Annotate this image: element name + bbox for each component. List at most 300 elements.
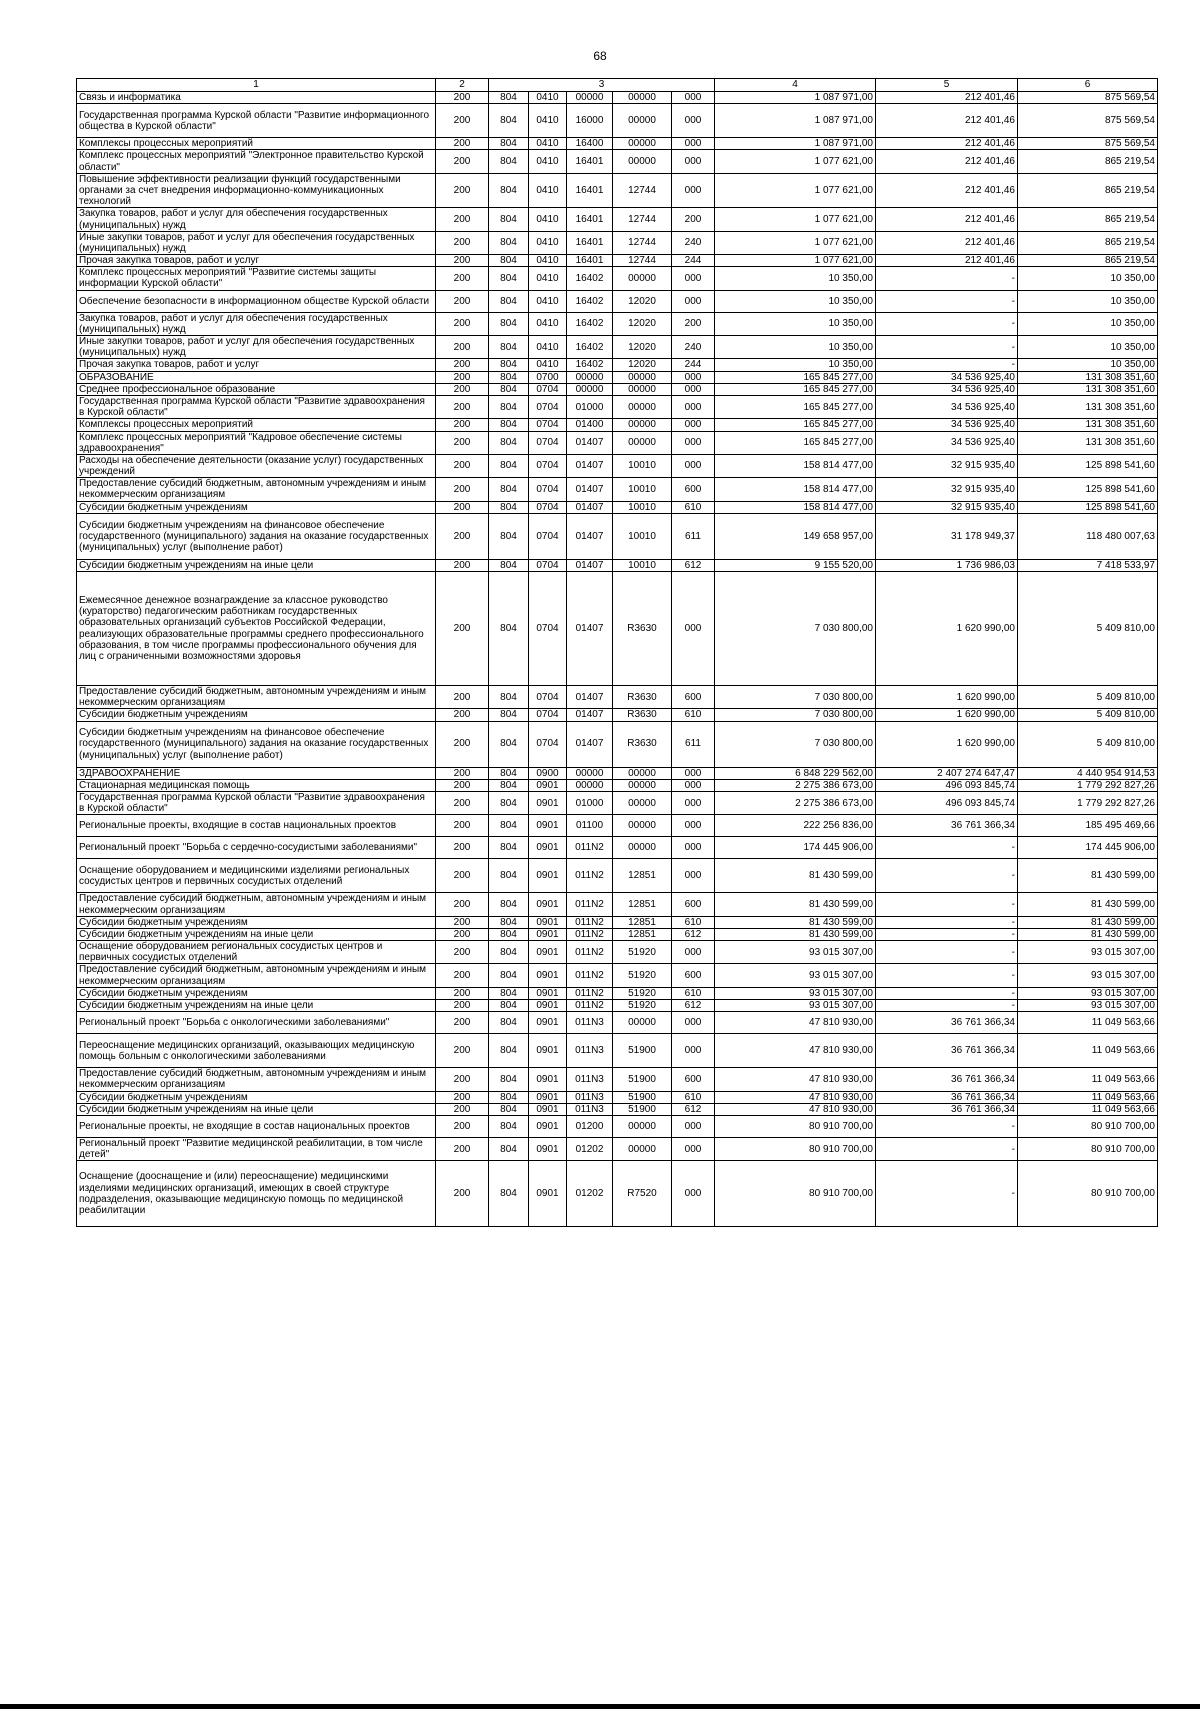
cell-col-4: 10 350,00: [715, 312, 876, 335]
cell-col-6: 875 569,54: [1018, 104, 1158, 138]
cell-col-4: 2 275 386 673,00: [715, 791, 876, 814]
cell-name: Переоснащение медицинских организаций, оказывающих медицинскую помощь больным с онкологическими заболеваниями: [77, 1034, 436, 1068]
cell-col-5: -: [876, 290, 1018, 312]
cell-name: Субсидии бюджетным учреждениям на иные цели: [77, 559, 436, 571]
cell-col-3b: 0901: [529, 1068, 567, 1091]
cell-col-2: 200: [436, 837, 489, 859]
cell-col-4: 149 658 957,00: [715, 513, 876, 559]
cell-col-3d: 10010: [613, 559, 672, 571]
cell-col-6: 81 430 599,00: [1018, 916, 1158, 928]
cell-col-3a: 804: [489, 837, 529, 859]
cell-col-2: 200: [436, 255, 489, 267]
page-bottom-border: [0, 1704, 1200, 1709]
cell-col-3e: 600: [672, 1068, 715, 1091]
header-row: [77, 79, 1158, 92]
cell-col-3c: 16401: [567, 173, 613, 208]
table-row: [77, 1161, 1158, 1227]
cell-col-3a: 804: [489, 1161, 529, 1227]
cell-col-3d: 51920: [613, 987, 672, 999]
cell-name: ОБРАЗОВАНИЕ: [77, 371, 436, 383]
cell-col-3c: 011N2: [567, 916, 613, 928]
cell-col-3a: 804: [489, 1137, 529, 1160]
cell-col-3c: 011N2: [567, 859, 613, 893]
cell-col-6: 875 569,54: [1018, 92, 1158, 104]
cell-col-6: 11 049 563,66: [1018, 1091, 1158, 1103]
cell-col-5: 212 401,46: [876, 92, 1018, 104]
table-row: [77, 231, 1158, 254]
cell-col-4: 1 077 621,00: [715, 231, 876, 254]
cell-col-4: 1 077 621,00: [715, 150, 876, 173]
cell-col-3d: 12851: [613, 928, 672, 940]
cell-col-3e: 610: [672, 1091, 715, 1103]
table-row: [77, 572, 1158, 686]
cell-name: Субсидии бюджетным учреждениям на иные цели: [77, 1000, 436, 1012]
cell-col-3e: 600: [672, 478, 715, 501]
cell-col-3c: 011N2: [567, 928, 613, 940]
cell-name: Иные закупки товаров, работ и услуг для обеспечения государственных (муниципальных) нужд: [77, 336, 436, 359]
cell-col-4: 81 430 599,00: [715, 859, 876, 893]
cell-col-6: 5 409 810,00: [1018, 572, 1158, 686]
table-row: [77, 92, 1158, 104]
cell-col-2: 200: [436, 916, 489, 928]
cell-col-5: 34 536 925,40: [876, 395, 1018, 418]
table-row: [77, 767, 1158, 779]
cell-name: Предоставление субсидий бюджетным, автономным учреждениям и иным некоммерческим организациям: [77, 893, 436, 916]
cell-col-3e: 000: [672, 454, 715, 477]
header-col-5: 5: [876, 79, 1018, 92]
cell-col-6: 11 049 563,66: [1018, 1068, 1158, 1091]
cell-col-2: 200: [436, 987, 489, 999]
cell-col-3e: 000: [672, 815, 715, 837]
cell-name: Предоставление субсидий бюджетным, автономным учреждениям и иным некоммерческим организациям: [77, 964, 436, 987]
cell-col-5: 34 536 925,40: [876, 419, 1018, 431]
cell-col-3d: 12851: [613, 893, 672, 916]
cell-col-4: 10 350,00: [715, 336, 876, 359]
cell-col-3d: 00000: [613, 92, 672, 104]
cell-col-5: 32 915 935,40: [876, 478, 1018, 501]
cell-col-3c: 01407: [567, 513, 613, 559]
table-row: [77, 709, 1158, 721]
cell-col-3e: 000: [672, 150, 715, 173]
cell-col-6: 81 430 599,00: [1018, 859, 1158, 893]
cell-col-3e: 244: [672, 255, 715, 267]
cell-col-6: 865 219,54: [1018, 208, 1158, 231]
cell-col-6: 131 308 351,60: [1018, 383, 1158, 395]
cell-col-3b: 0901: [529, 1103, 567, 1115]
cell-col-3b: 0901: [529, 779, 567, 791]
table-row: [77, 312, 1158, 335]
cell-col-2: 200: [436, 383, 489, 395]
cell-col-3e: 000: [672, 290, 715, 312]
cell-col-2: 200: [436, 779, 489, 791]
cell-col-3b: 0704: [529, 478, 567, 501]
cell-col-3e: 000: [672, 572, 715, 686]
cell-col-3a: 804: [489, 559, 529, 571]
cell-col-4: 7 030 800,00: [715, 709, 876, 721]
cell-col-2: 200: [436, 559, 489, 571]
cell-col-3d: R3630: [613, 572, 672, 686]
cell-col-3d: 10010: [613, 454, 672, 477]
cell-col-4: 158 814 477,00: [715, 478, 876, 501]
cell-col-3d: 00000: [613, 138, 672, 150]
cell-col-3e: 600: [672, 964, 715, 987]
cell-col-6: 10 350,00: [1018, 336, 1158, 359]
cell-col-3e: 200: [672, 312, 715, 335]
cell-col-3d: 12744: [613, 255, 672, 267]
cell-col-3e: 240: [672, 336, 715, 359]
cell-col-5: -: [876, 1115, 1018, 1137]
cell-col-3a: 804: [489, 928, 529, 940]
cell-col-3d: 12020: [613, 336, 672, 359]
cell-col-6: 865 219,54: [1018, 173, 1158, 208]
cell-col-3e: 000: [672, 779, 715, 791]
cell-col-3d: 51920: [613, 964, 672, 987]
cell-col-2: 200: [436, 815, 489, 837]
cell-col-4: 47 810 930,00: [715, 1034, 876, 1068]
cell-col-3a: 804: [489, 336, 529, 359]
cell-col-4: 1 077 621,00: [715, 208, 876, 231]
cell-col-6: 93 015 307,00: [1018, 941, 1158, 964]
cell-col-5: -: [876, 941, 1018, 964]
cell-col-2: 200: [436, 1137, 489, 1160]
cell-col-3c: 01100: [567, 815, 613, 837]
cell-col-6: 11 049 563,66: [1018, 1034, 1158, 1068]
cell-col-3e: 610: [672, 709, 715, 721]
cell-col-2: 200: [436, 267, 489, 290]
cell-col-3b: 0410: [529, 267, 567, 290]
cell-col-6: 10 350,00: [1018, 359, 1158, 371]
cell-col-3c: 16400: [567, 138, 613, 150]
table-row: [77, 779, 1158, 791]
cell-col-3a: 804: [489, 231, 529, 254]
cell-col-3c: 01000: [567, 791, 613, 814]
table-row: [77, 893, 1158, 916]
cell-col-3a: 804: [489, 359, 529, 371]
cell-col-5: 2 407 274 647,47: [876, 767, 1018, 779]
cell-col-5: 212 401,46: [876, 208, 1018, 231]
table-row: [77, 138, 1158, 150]
cell-col-2: 200: [436, 767, 489, 779]
cell-name: Субсидии бюджетным учреждениям: [77, 916, 436, 928]
cell-col-3b: 0704: [529, 513, 567, 559]
cell-col-3e: 000: [672, 1034, 715, 1068]
cell-col-6: 93 015 307,00: [1018, 1000, 1158, 1012]
cell-col-2: 200: [436, 709, 489, 721]
cell-col-3b: 0901: [529, 1161, 567, 1227]
cell-name: Государственная программа Курской области "Развитие здравоохранения в Курской области": [77, 395, 436, 418]
table-row: [77, 837, 1158, 859]
cell-col-3c: 00000: [567, 383, 613, 395]
cell-col-5: -: [876, 987, 1018, 999]
cell-col-3e: 611: [672, 721, 715, 767]
table-row: [77, 1115, 1158, 1137]
cell-name: Повышение эффективности реализации функций государственными органами за счет внедрения информационно-коммуникационных технологий: [77, 173, 436, 208]
cell-col-5: 1 620 990,00: [876, 721, 1018, 767]
cell-col-3b: 0410: [529, 173, 567, 208]
cell-col-3e: 000: [672, 104, 715, 138]
cell-name: Стационарная медицинская помощь: [77, 779, 436, 791]
cell-col-4: 158 814 477,00: [715, 454, 876, 477]
cell-name: Среднее профессиональное образование: [77, 383, 436, 395]
cell-col-3b: 0900: [529, 767, 567, 779]
cell-col-3c: 16000: [567, 104, 613, 138]
cell-col-3a: 804: [489, 419, 529, 431]
cell-col-2: 200: [436, 138, 489, 150]
cell-col-3a: 804: [489, 893, 529, 916]
cell-col-3b: 0901: [529, 1115, 567, 1137]
header-col-1: 1: [77, 79, 436, 92]
table-row: [77, 941, 1158, 964]
cell-col-3a: 804: [489, 150, 529, 173]
cell-col-3b: 0704: [529, 686, 567, 709]
cell-col-6: 865 219,54: [1018, 231, 1158, 254]
cell-col-2: 200: [436, 1034, 489, 1068]
cell-col-4: 2 275 386 673,00: [715, 779, 876, 791]
cell-col-2: 200: [436, 686, 489, 709]
header-col-4: 4: [715, 79, 876, 92]
table-row: [77, 1068, 1158, 1091]
cell-col-3a: 804: [489, 290, 529, 312]
cell-col-3b: 0410: [529, 290, 567, 312]
cell-col-5: 496 093 845,74: [876, 791, 1018, 814]
cell-col-5: 496 093 845,74: [876, 779, 1018, 791]
cell-name: Субсидии бюджетным учреждениям: [77, 1091, 436, 1103]
cell-col-2: 200: [436, 312, 489, 335]
cell-col-4: 6 848 229 562,00: [715, 767, 876, 779]
cell-col-4: 158 814 477,00: [715, 501, 876, 513]
table-row: [77, 255, 1158, 267]
cell-col-2: 200: [436, 359, 489, 371]
cell-col-3a: 804: [489, 1115, 529, 1137]
cell-col-3d: 10010: [613, 501, 672, 513]
cell-col-3e: 611: [672, 513, 715, 559]
cell-col-3b: 0901: [529, 893, 567, 916]
cell-name: Государственная программа Курской области "Развитие здравоохранения в Курской области": [77, 791, 436, 814]
cell-col-3d: 00000: [613, 815, 672, 837]
cell-col-6: 80 910 700,00: [1018, 1115, 1158, 1137]
table-row: [77, 419, 1158, 431]
cell-col-4: 80 910 700,00: [715, 1137, 876, 1160]
cell-col-3a: 804: [489, 267, 529, 290]
cell-col-3b: 0410: [529, 104, 567, 138]
cell-col-4: 93 015 307,00: [715, 964, 876, 987]
cell-col-3c: 011N3: [567, 1012, 613, 1034]
header-col-6: 6: [1018, 79, 1158, 92]
cell-col-3a: 804: [489, 964, 529, 987]
header-col-3: 3: [489, 79, 715, 92]
cell-col-3c: 00000: [567, 371, 613, 383]
cell-col-3e: 200: [672, 208, 715, 231]
cell-col-3b: 0704: [529, 709, 567, 721]
cell-col-3b: 0901: [529, 859, 567, 893]
cell-col-2: 200: [436, 1161, 489, 1227]
cell-col-3e: 610: [672, 916, 715, 928]
cell-col-4: 1 077 621,00: [715, 255, 876, 267]
cell-col-3b: 0704: [529, 454, 567, 477]
cell-col-4: 47 810 930,00: [715, 1103, 876, 1115]
cell-col-4: 1 087 971,00: [715, 92, 876, 104]
cell-col-4: 80 910 700,00: [715, 1115, 876, 1137]
cell-col-3e: 000: [672, 1137, 715, 1160]
cell-col-3e: 000: [672, 371, 715, 383]
cell-col-3d: 00000: [613, 837, 672, 859]
cell-col-3b: 0704: [529, 559, 567, 571]
table-row: [77, 815, 1158, 837]
cell-col-3e: 000: [672, 859, 715, 893]
cell-col-3c: 01407: [567, 478, 613, 501]
cell-col-3d: 00000: [613, 371, 672, 383]
cell-col-2: 200: [436, 150, 489, 173]
cell-col-5: 1 620 990,00: [876, 686, 1018, 709]
cell-col-3d: 51900: [613, 1034, 672, 1068]
table-row: [77, 1034, 1158, 1068]
cell-col-3b: 0410: [529, 138, 567, 150]
table-row: [77, 290, 1158, 312]
cell-name: Комплекс процессных мероприятий "Электронное правительство Курской области": [77, 150, 436, 173]
cell-col-5: 212 401,46: [876, 138, 1018, 150]
table-row: [77, 721, 1158, 767]
cell-col-3c: 00000: [567, 779, 613, 791]
cell-col-4: 1 087 971,00: [715, 104, 876, 138]
cell-col-3b: 0901: [529, 964, 567, 987]
cell-col-5: 34 536 925,40: [876, 383, 1018, 395]
table-row: [77, 208, 1158, 231]
cell-col-3c: 011N2: [567, 893, 613, 916]
cell-col-3d: 51900: [613, 1103, 672, 1115]
cell-name: Предоставление субсидий бюджетным, автономным учреждениям и иным некоммерческим организациям: [77, 686, 436, 709]
table-row: [77, 454, 1158, 477]
cell-col-3b: 0410: [529, 312, 567, 335]
cell-col-3d: 51900: [613, 1091, 672, 1103]
cell-col-3e: 000: [672, 431, 715, 454]
cell-col-6: 80 910 700,00: [1018, 1161, 1158, 1227]
cell-col-4: 7 030 800,00: [715, 572, 876, 686]
cell-col-5: 36 761 366,34: [876, 1012, 1018, 1034]
cell-name: Комплекс процессных мероприятий "Кадровое обеспечение системы здравоохранения": [77, 431, 436, 454]
cell-col-3a: 804: [489, 815, 529, 837]
cell-col-3c: 01400: [567, 419, 613, 431]
cell-name: Ежемесячное денежное вознаграждение за классное руководство (кураторство) педагогическим работникам государственных образовательных организаций субъектов Российской Федерации, реализующих образовательные программы среднего профессионального образования, в том числе программы профессионального обучения для лиц с ограниченными возможностями здоровья: [77, 572, 436, 686]
cell-col-3c: 011N2: [567, 987, 613, 999]
cell-col-3b: 0410: [529, 231, 567, 254]
cell-col-6: 5 409 810,00: [1018, 686, 1158, 709]
table-row: [77, 173, 1158, 208]
cell-col-3c: 01407: [567, 559, 613, 571]
cell-col-5: -: [876, 1137, 1018, 1160]
cell-name: Закупка товаров, работ и услуг для обеспечения государственных (муниципальных) нужд: [77, 312, 436, 335]
cell-col-3d: 00000: [613, 1012, 672, 1034]
cell-col-5: 212 401,46: [876, 150, 1018, 173]
cell-name: Региональные проекты, входящие в состав национальных проектов: [77, 815, 436, 837]
cell-col-4: 165 845 277,00: [715, 395, 876, 418]
cell-col-3e: 000: [672, 1012, 715, 1034]
cell-col-3b: 0704: [529, 572, 567, 686]
cell-col-4: 47 810 930,00: [715, 1012, 876, 1034]
cell-name: Расходы на обеспечение деятельности (оказание услуг) государственных учреждений: [77, 454, 436, 477]
cell-col-3c: 01407: [567, 709, 613, 721]
cell-col-4: 47 810 930,00: [715, 1091, 876, 1103]
cell-col-4: 1 087 971,00: [715, 138, 876, 150]
cell-col-3e: 610: [672, 987, 715, 999]
table-row: [77, 150, 1158, 173]
cell-col-2: 200: [436, 478, 489, 501]
table-row: [77, 431, 1158, 454]
cell-col-2: 200: [436, 964, 489, 987]
cell-col-3b: 0704: [529, 383, 567, 395]
cell-col-3b: 0410: [529, 92, 567, 104]
cell-col-2: 200: [436, 1115, 489, 1137]
cell-col-2: 200: [436, 208, 489, 231]
cell-col-5: 36 761 366,34: [876, 1034, 1018, 1068]
cell-col-6: 131 308 351,60: [1018, 395, 1158, 418]
cell-col-2: 200: [436, 1012, 489, 1034]
cell-col-3d: R3630: [613, 721, 672, 767]
cell-col-3e: 000: [672, 837, 715, 859]
cell-name: Региональный проект "Борьба с сердечно-сосудистыми заболеваниями": [77, 837, 436, 859]
cell-col-3b: 0704: [529, 721, 567, 767]
cell-col-5: -: [876, 964, 1018, 987]
cell-col-6: 125 898 541,60: [1018, 478, 1158, 501]
cell-col-3d: 12851: [613, 859, 672, 893]
cell-col-5: 34 536 925,40: [876, 371, 1018, 383]
cell-col-2: 200: [436, 1068, 489, 1091]
cell-col-4: 7 030 800,00: [715, 686, 876, 709]
cell-col-3a: 804: [489, 454, 529, 477]
cell-col-3a: 804: [489, 501, 529, 513]
cell-name: Оснащение оборудованием региональных сосудистых центров и первичных сосудистых отделений: [77, 941, 436, 964]
cell-col-2: 200: [436, 371, 489, 383]
cell-col-3a: 804: [489, 767, 529, 779]
cell-col-3c: 01000: [567, 395, 613, 418]
cell-col-3a: 804: [489, 572, 529, 686]
cell-col-6: 125 898 541,60: [1018, 454, 1158, 477]
cell-col-3b: 0704: [529, 501, 567, 513]
table-row: [77, 859, 1158, 893]
cell-col-3b: 0704: [529, 395, 567, 418]
budget-table: [76, 78, 1158, 1227]
cell-col-3d: 12744: [613, 208, 672, 231]
cell-col-2: 200: [436, 513, 489, 559]
cell-col-5: 1 620 990,00: [876, 709, 1018, 721]
cell-col-3a: 804: [489, 92, 529, 104]
cell-col-2: 200: [436, 1000, 489, 1012]
cell-col-3d: 00000: [613, 1137, 672, 1160]
table-row: [77, 1091, 1158, 1103]
cell-col-3d: 12020: [613, 290, 672, 312]
cell-col-3a: 804: [489, 383, 529, 395]
cell-col-2: 200: [436, 92, 489, 104]
cell-col-3a: 804: [489, 312, 529, 335]
cell-col-5: 32 915 935,40: [876, 501, 1018, 513]
cell-name: Закупка товаров, работ и услуг для обеспечения государственных (муниципальных) нужд: [77, 208, 436, 231]
cell-col-2: 200: [436, 928, 489, 940]
cell-col-6: 81 430 599,00: [1018, 928, 1158, 940]
cell-col-2: 200: [436, 290, 489, 312]
cell-col-3e: 000: [672, 267, 715, 290]
cell-col-6: 174 445 906,00: [1018, 837, 1158, 859]
cell-col-3e: 000: [672, 138, 715, 150]
cell-col-3c: 16402: [567, 267, 613, 290]
cell-col-5: 1 620 990,00: [876, 572, 1018, 686]
cell-col-4: 93 015 307,00: [715, 941, 876, 964]
cell-col-3b: 0901: [529, 987, 567, 999]
table-row: [77, 359, 1158, 371]
cell-col-3c: 01407: [567, 431, 613, 454]
cell-col-6: 185 495 469,66: [1018, 815, 1158, 837]
cell-col-2: 200: [436, 501, 489, 513]
cell-name: Субсидии бюджетным учреждениям: [77, 987, 436, 999]
table-row: [77, 104, 1158, 138]
